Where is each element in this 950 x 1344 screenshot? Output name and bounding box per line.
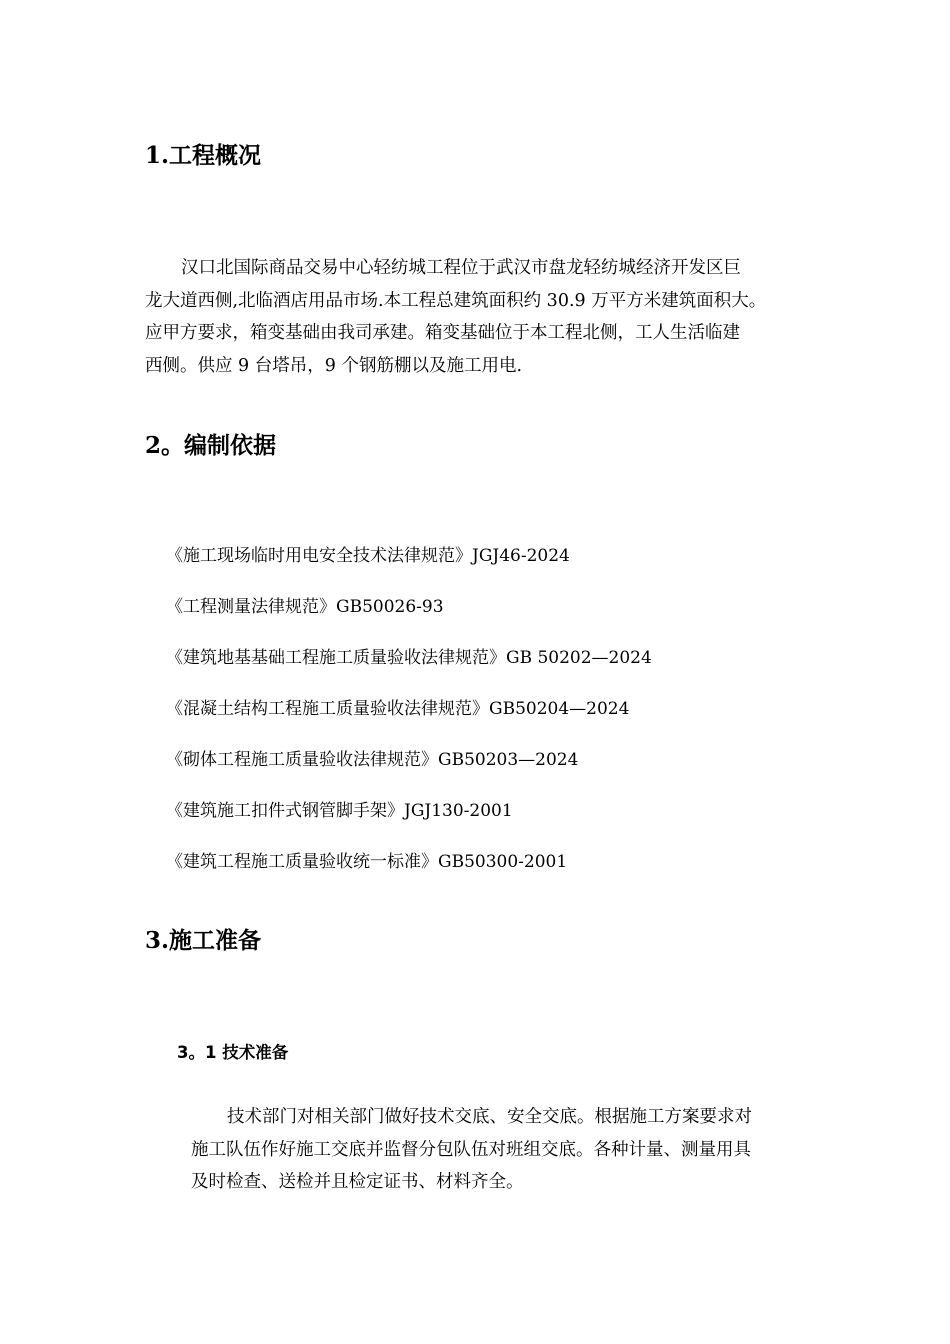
reference-item: 《建筑地基基础工程施工质量验收法律规范》GB 50202—2024	[166, 648, 652, 668]
paragraph-line: 技术部门对相关部门做好技术交底、安全交底。根据施工方案要求对	[227, 1107, 752, 1127]
reference-item: 《建筑施工扣件式钢管脚手架》JGJ130-2001	[166, 801, 513, 821]
heading-project-overview: 1.工程概况	[145, 142, 262, 169]
paragraph-line: 汉口北国际商品交易中心轻纺城工程位于武汉市盘龙轻纺城经济开发区巨	[181, 258, 741, 278]
reference-item: 《建筑工程施工质量验收统一标准》GB50300-2001	[166, 852, 568, 872]
reference-item: 《施工现场临时用电安全技术法律规范》JGJ46-2024	[166, 546, 570, 566]
heading-construction-preparation: 3.施工准备	[145, 927, 262, 954]
paragraph-line: 应甲方要求，箱变基础由我司承建。箱变基础位于本工程北侧，工人生活临建	[145, 323, 740, 343]
reference-item: 《混凝土结构工程施工质量验收法律规范》GB50204—2024	[166, 699, 630, 719]
paragraph-line: 西侧。供应 9 台塔吊，9 个钢筋棚以及施工用电.	[145, 355, 523, 376]
paragraph-line: 龙大道西侧,北临酒店用品市场.本工程总建筑面积约 30.9 万平方米建筑面积大。	[145, 290, 767, 311]
paragraph-line: 及时检查、送检并且检定证书、材料齐全。	[191, 1172, 524, 1192]
heading-compilation-basis: 2。编制依据	[145, 432, 277, 459]
reference-item: 《工程测量法律规范》GB50026-93	[166, 597, 444, 617]
project-overview-paragraph	[145, 252, 805, 382]
paragraph-line: 施工队伍作好施工交底并监督分包队伍对班组交底。各种计量、测量用具	[191, 1139, 751, 1160]
technical-preparation-paragraph	[191, 1101, 811, 1199]
reference-item: 《砌体工程施工质量验收法律规范》GB50203—2024	[166, 750, 579, 770]
subheading-technical-preparation: 3。1 技术准备	[177, 1043, 289, 1062]
